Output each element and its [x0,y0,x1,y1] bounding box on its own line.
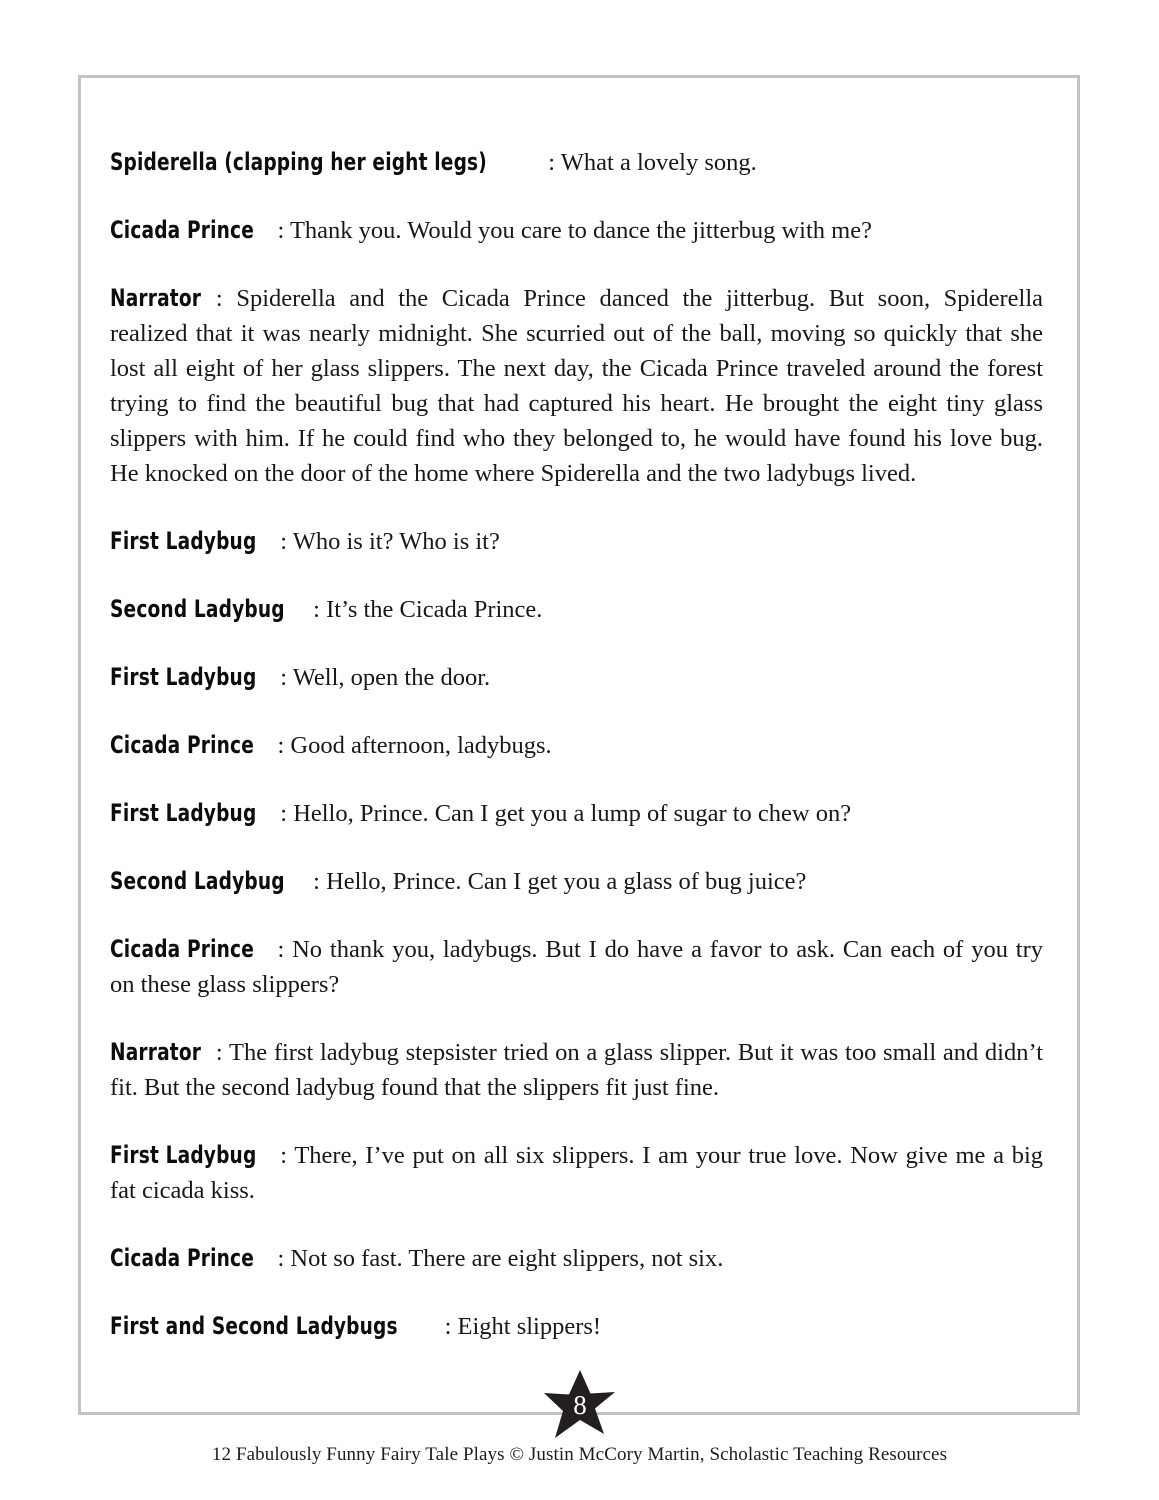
page-number-label: 8 [573,1389,587,1420]
dialogue-text: No thank you, ladybugs. But I do have a favor to ask. Can each of you try on these glass slippers? [110,936,1044,998]
dialogue-text: Hello, Prince. Can I get you a glass of bug juice? [326,868,807,895]
speaker-separator: : [277,1245,285,1272]
script-line [110,213,1043,248]
script-line [110,1035,1043,1105]
speaker-name: Cicada Prince [110,935,254,963]
script-line [110,1138,1043,1208]
speaker-name: Narrator [110,1038,202,1066]
speaker-name: Spiderella (clapping her eight legs) [110,148,487,176]
speaker-name: First Ladybug [110,663,257,691]
speaker-name: First Ladybug [110,799,257,827]
script-line [110,281,1043,491]
dialogue-text: Good afternoon, ladybugs. [290,732,552,759]
speaker-name: Second Ladybug [110,867,285,895]
speaker-separator: : [280,528,288,555]
dialogue-text: It’s the Cicada Prince. [326,596,543,623]
speaker-separator: : [548,149,556,176]
script-line [110,932,1043,1002]
dialogue-text: Not so fast. There are eight slippers, not six. [290,1245,724,1272]
script-line [110,660,1043,695]
dialogue-text: Eight slippers! [457,1313,602,1340]
dialogue-text: There, I’ve put on all six slippers. I am your true love. Now give me a big fat cicada kiss. [110,1142,1043,1204]
speaker-separator: : [277,936,285,963]
speaker-separator: : [313,596,320,623]
speaker-name: Cicada Prince [110,216,254,244]
play-script-body [110,145,1043,1344]
speaker-name: Cicada Prince [110,731,254,759]
dialogue-text: Hello, Prince. Can I get you a lump of sugar to chew on? [293,800,852,827]
script-line [110,864,1043,899]
dialogue-text: Spiderella and the Cicada Prince danced the jitterbug. But soon, Spiderella realized that it was nearly midnight. She scurried out of the ball, moving so quickly that she lost all eight of her glass slippers. The next day, the Cicada Prince traveled around the forest trying to find the beautiful bug that had captured his heart. He brought the eight tiny glass slippers with him. If he could find who they belonged to, he would have found his love bug. He knocked on the door of the home where Spiderella and the two ladybugs lived. [110,285,1043,487]
script-line [110,592,1043,627]
speaker-name: Narrator [110,284,202,312]
script-line [110,524,1043,559]
speaker-name: First Ladybug [110,1141,257,1169]
speaker-separator: : [280,800,288,827]
speaker-name: First and Second Ladybugs [110,1312,398,1340]
speaker-name: First Ladybug [110,527,257,555]
script-line [110,796,1043,831]
script-line [110,1309,1043,1344]
script-line [110,1241,1043,1276]
dialogue-text: The first ladybug stepsister tried on a glass slipper. But it was too small and didn’t fit. But the second ladybug found that the slippers fit just fine. [110,1039,1043,1101]
script-line [110,728,1043,763]
script-line [110,145,1043,180]
speaker-separator: : [280,664,288,691]
speaker-separator: : [277,732,285,759]
speaker-separator: : [215,285,223,312]
dialogue-text: Well, open the door. [292,664,491,691]
speaker-name: Second Ladybug [110,595,285,623]
speaker-separator: : [444,1313,452,1340]
speaker-separator: : [313,868,320,895]
dialogue-text: Thank you. Would you care to dance the jitterbug with me? [289,217,872,244]
speaker-separator: : [215,1039,223,1066]
page-number-star [543,1368,617,1440]
speaker-separator: : [280,1142,288,1169]
footer-credit-line: 12 Fabulously Funny Fairy Tale Plays © Justin McCory Martin, Scholastic Teaching Resources [211,1444,948,1465]
dialogue-text: What a lovely song. [560,149,757,176]
speaker-separator: : [277,217,285,244]
speaker-name: Cicada Prince [110,1244,254,1272]
dialogue-text: Who is it? Who is it? [292,528,500,555]
